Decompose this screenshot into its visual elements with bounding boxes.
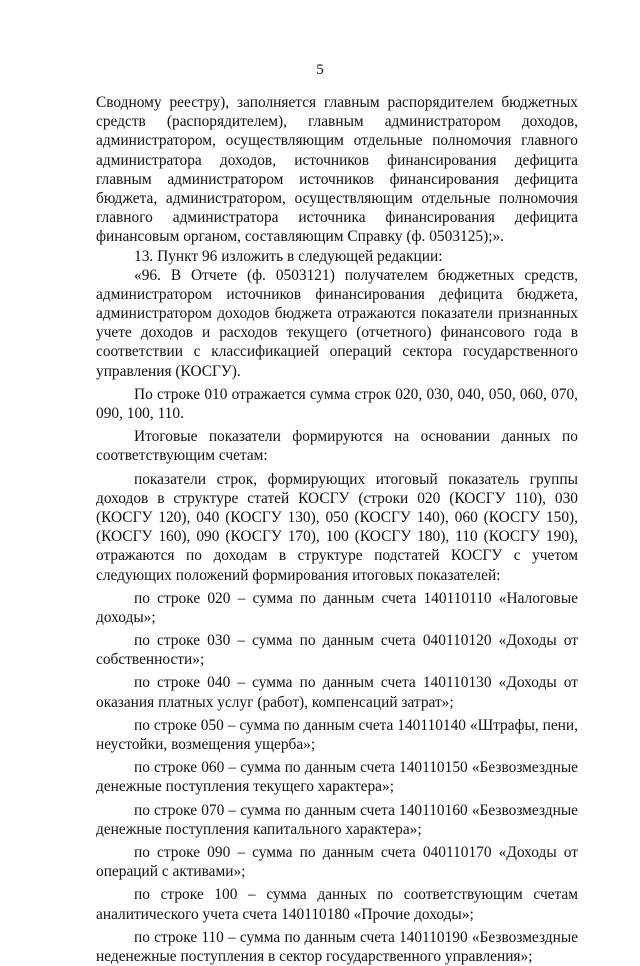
text-line: администратором доходов бюджета отражаются показатели признанных bbox=[96, 305, 578, 323]
text-line: показатели строк, формирующих итоговый показатель группы bbox=[134, 470, 578, 488]
text-line: операций с активами»; bbox=[96, 863, 246, 881]
text-line: администратором, осуществляющим отдельные полномочия главного bbox=[96, 132, 578, 150]
text-line: аналитического учета счета 140110180 «Прочие доходы»; bbox=[96, 905, 474, 923]
text-line: собственности»; bbox=[96, 651, 205, 669]
text-line: соответствии с классификацией операций сектора государственного bbox=[96, 343, 578, 361]
text-line: по строке 040 – сумма по данным счета 140110130 «Доходы от bbox=[134, 674, 578, 692]
text-line: по строке 020 – сумма по данным счета 140110110 «Налоговые bbox=[134, 589, 578, 607]
text-line: денежные поступления капитального характера»; bbox=[96, 820, 422, 838]
text-line: финансовым органом, составляющим Справку (ф. 0503125);». bbox=[96, 228, 505, 246]
text-line: по строке 060 – сумма по данным счета 140110150 «Безвозмездные bbox=[134, 759, 578, 777]
text-line: денежные поступления текущего характера»; bbox=[96, 778, 394, 796]
text-line: 090, 100, 110. bbox=[96, 405, 184, 422]
text-line: соответствующим счетам: bbox=[96, 447, 268, 465]
text-line: администратором источников финансирования дефицита бюджета, bbox=[96, 285, 578, 303]
text-line: Итоговые показатели формируются на основании данных по bbox=[134, 428, 578, 446]
text-line: Сводному реестру), заполняется главным распорядителем бюджетных bbox=[96, 94, 578, 111]
text-line: по строке 030 – сумма по данным счета 040110120 «Доходы от bbox=[134, 632, 578, 650]
text-line: по строке 050 – сумма по данным счета 140110140 «Штрафы, пени, bbox=[134, 716, 578, 734]
text-line: 13. Пункт 96 изложить в следующей редакции: bbox=[134, 247, 443, 265]
text-line: по строке 090 – сумма по данным счета 040110170 «Доходы от bbox=[134, 843, 578, 861]
text-line: доходов в структуре статей КОСГУ (строки 020 (КОСГУ 110), 030 bbox=[96, 489, 578, 507]
text-line: следующих положений формирования итоговых показателей: bbox=[96, 566, 501, 584]
text-line: учете доходов и расходов текущего (отчетного) финансового года в bbox=[96, 324, 578, 342]
text-line: бюджета, администратором, осуществляющим отдельные полномочия bbox=[96, 189, 578, 207]
text-line: неденежные поступления в сектор государственного управления»; bbox=[96, 947, 533, 965]
text-line: администратора доходов, источников финансирования дефицита bbox=[96, 151, 578, 169]
text-line: отражаются по доходам в структуре подстатей КОСГУ с учетом bbox=[96, 547, 578, 565]
text-line: по строке 110 – сумма по данным счета 140110190 «Безвозмездные bbox=[134, 928, 578, 946]
text-line: оказания платных услуг (работ), компенсаций затрат»; bbox=[96, 693, 454, 711]
text-line: главным администратором источников финансирования дефицита bbox=[96, 170, 578, 188]
text-line: (КОСГУ 120), 040 (КОСГУ 130), 050 (КОСГУ 140), 060 (КОСГУ 150), bbox=[96, 508, 578, 526]
text-line: средств (распорядителем), главным администратором доходов, bbox=[96, 113, 578, 131]
text-line: по строке 070 – сумма по данным счета 140110160 «Безвозмездные bbox=[134, 801, 578, 819]
text-line: неустойки, возмещения ущерба»; bbox=[96, 736, 316, 753]
page-number: 5 bbox=[316, 62, 324, 78]
text-line: «96. В Отчете (ф. 0503121) получателем бюджетных средств, bbox=[134, 266, 578, 284]
text-line: (КОСГУ 160), 090 (КОСГУ 170), 100 (КОСГУ 180), 110 (КОСГУ 190), bbox=[96, 528, 578, 546]
text-line: главного администратора источника финансирования дефицита bbox=[96, 209, 578, 227]
text-line: По строке 010 отражается сумма строк 020, 030, 040, 050, 060, 070, bbox=[134, 385, 578, 403]
text-line: доходы»; bbox=[96, 608, 156, 626]
document-body bbox=[96, 93, 578, 966]
text-line: по строке 100 – сумма данных по соответствующим счетам bbox=[134, 886, 578, 904]
text-line: управления (КОСГУ). bbox=[96, 362, 241, 380]
